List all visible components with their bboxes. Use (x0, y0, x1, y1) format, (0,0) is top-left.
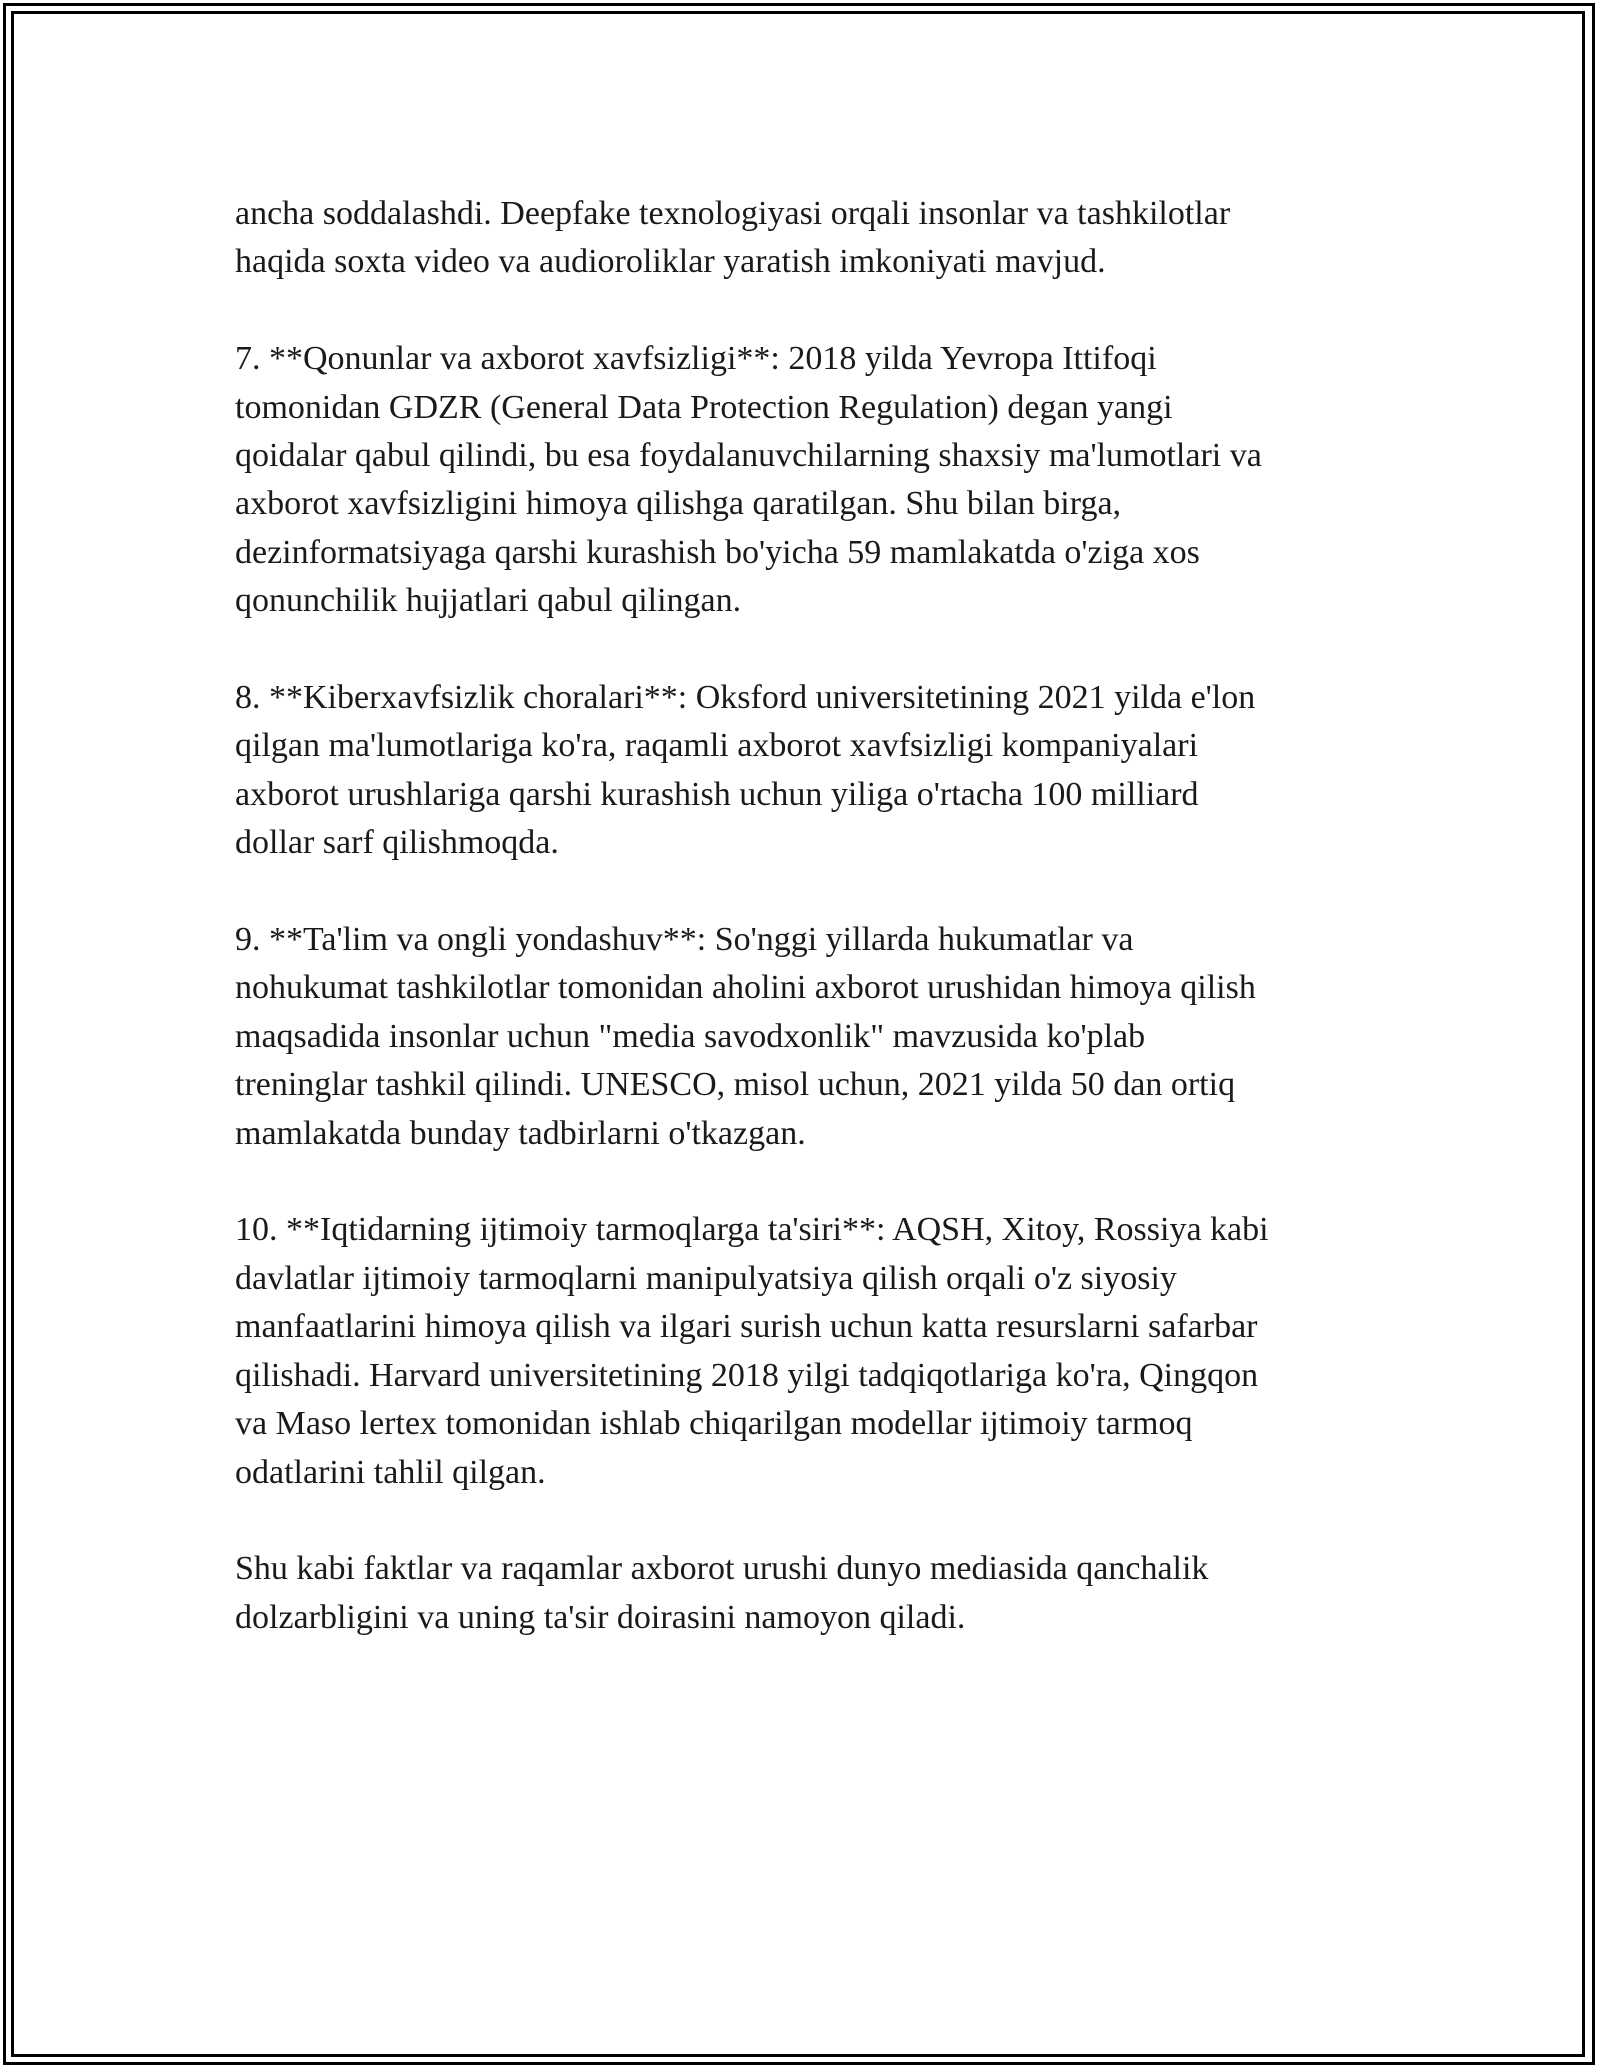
paragraph-conclusion: Shu kabi faktlar va raqamlar axborot urushi dunyo mediasida qanchalik dolzarbligini va uning ta'sir doirasini namoyon qiladi. (235, 1550, 1209, 1636)
document-body (235, 190, 1375, 1691)
paragraph-item-10-social-networks: 10. **Iqtidarning ijtimoiy tarmoqlarga ta'siri**: AQSH, Xitoy, Rossiya kabi davlatlar ijtimoiy tarmoqlarni manipulyatsiya qilish orqali o'z siyosiy manfaatlarini himoya qilish va ilgari surish uchun katta resurslarni safarbar qilishadi. Harvard universitetining 2018 yilgi tadqiqotlariga ko'ra, Qingqon va Maso lertex tomonidan ishlab chiqarilgan modellar ijtimoiy tarmoq odatlarini tahlil qilgan. (235, 1211, 1269, 1491)
paragraph-item-8-cybersecurity: 8. **Kiberxavfsizlik choralari**: Oksford universitetining 2021 yilda e'lon qilgan ma'lumotlariga ko'ra, raqamli axborot xavfsizligi kompaniyalari axborot urushlariga qarshi kurashish uchun yiliga o'rtacha 100 milliard dollar sarf qilishmoqda. (235, 679, 1256, 862)
paragraph-intro-continuation: ancha soddalashdi. Deepfake texnologiyasi orqali insonlar va tashkilotlar haqida soxta video va audioroliklar yaratish imkoniyati mavjud. (235, 195, 1231, 281)
paragraph-item-9-education: 9. **Ta'lim va ongli yondashuv**: So'nggi yillarda hukumatlar va nohukumat tashkilotlar tomonidan aholini axborot urushidan himoya qilish maqsadida insonlar uchun "media savodxonlik" mavzusida ko'plab treninglar tashkil qilindi. UNESCO, misol uchun, 2021 yilda 50 dan ortiq mamlakatda bunday tadbirlarni o'tkazgan. (235, 921, 1256, 1152)
paragraph-item-7-laws: 7. **Qonunlar va axborot xavfsizligi**: 2018 yilda Yevropa Ittifoqi tomonidan GDZR (General Data Protection Regulation) degan yangi qoidalar qabul qilindi, bu esa foydalanuvchilarning shaxsiy ma'lumotlari va axborot xavfsizligini himoya qilishga qaratilgan. Shu bilan birga, dezinformatsiyaga qarshi kurashish bo'yicha 59 mamlakatda o'ziga xos qonunchilik hujjatlari qabul qilingan. (235, 340, 1262, 620)
